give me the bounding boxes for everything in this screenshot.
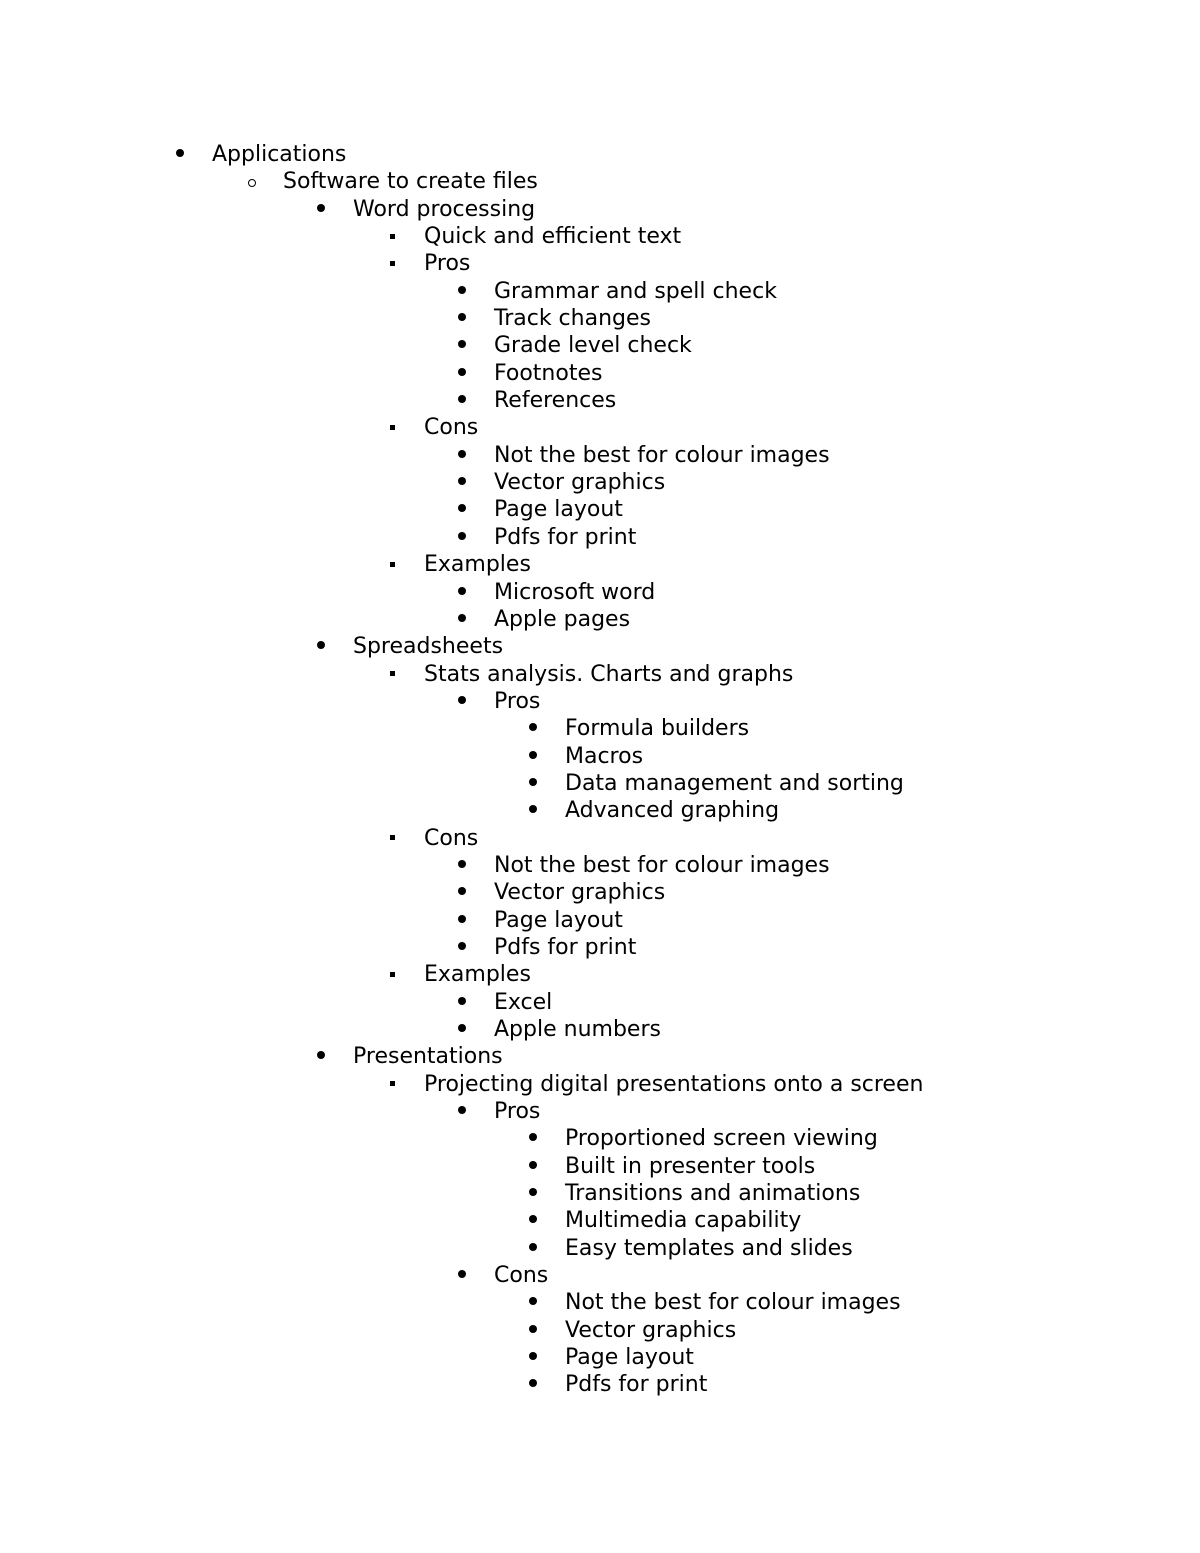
outline-item [0, 332, 1200, 359]
outline-item [0, 606, 1200, 633]
disc-bullet-icon [452, 989, 472, 1016]
disc-bullet-icon [523, 1289, 543, 1316]
outline-item [0, 196, 1200, 223]
outline-item [0, 1289, 1200, 1316]
outline-item-text: Vector graphics [494, 880, 666, 906]
document-page [0, 141, 1200, 1399]
outline-item [0, 1235, 1200, 1262]
outline-item [0, 1071, 1200, 1098]
outline-item-text: Software to create files [283, 169, 538, 195]
outline-item [0, 1125, 1200, 1152]
outline-item [0, 1098, 1200, 1125]
outline-item [0, 414, 1200, 441]
square-bullet-icon [382, 825, 402, 852]
outline-item [0, 825, 1200, 852]
square-bullet-icon [382, 551, 402, 578]
outline-item [0, 469, 1200, 496]
outline-item-text: Multimedia capability [565, 1208, 802, 1234]
outline-item [0, 442, 1200, 469]
disc-bullet-icon [523, 770, 543, 797]
disc-bullet-icon [523, 1180, 543, 1207]
outline-item-text: Proportioned screen viewing [565, 1126, 878, 1152]
outline-item-text: Pros [494, 688, 541, 714]
disc-bullet-icon [452, 907, 472, 934]
disc-bullet-icon [452, 879, 472, 906]
disc-bullet-icon [311, 1043, 331, 1070]
circle-bullet-icon [242, 168, 262, 195]
outline-item-text: Page layout [565, 1345, 694, 1371]
outline-item-text: Easy templates and slides [565, 1235, 853, 1261]
outline-item [0, 223, 1200, 250]
outline-item [0, 250, 1200, 277]
outline-item-text: Built in presenter tools [565, 1153, 816, 1179]
outline-item-text: Pdfs for print [494, 934, 637, 960]
outline-item [0, 633, 1200, 660]
outline-item-text: Formula builders [565, 716, 750, 742]
outline-item-text: Grade level check [494, 333, 692, 359]
outline-item [0, 305, 1200, 332]
outline-item-text: Quick and efficient text [424, 224, 682, 250]
disc-bullet-icon [523, 797, 543, 824]
outline-item [0, 496, 1200, 523]
disc-bullet-icon [523, 743, 543, 770]
outline-item-text: Not the best for colour images [565, 1290, 901, 1316]
disc-bullet-icon [311, 633, 331, 660]
outline-item [0, 961, 1200, 988]
disc-bullet-icon [523, 1317, 543, 1344]
outline-item [0, 1344, 1200, 1371]
outline-item-text: Applications [212, 142, 347, 167]
disc-bullet-icon [452, 1098, 472, 1125]
disc-bullet-icon [452, 852, 472, 879]
square-bullet-icon [382, 250, 402, 277]
outline-item-text: Apple numbers [494, 1017, 661, 1042]
outline-item-text: Track changes [494, 306, 651, 332]
disc-bullet-icon [452, 496, 472, 523]
disc-bullet-icon [452, 469, 472, 496]
outline-item [0, 1317, 1200, 1344]
outline-item [0, 852, 1200, 879]
outline-item-text: Word processing [353, 196, 536, 222]
disc-bullet-icon [523, 715, 543, 742]
outline-item-text: Cons [424, 415, 479, 441]
outline-item-text: Pdfs for print [565, 1372, 708, 1398]
disc-bullet-icon [523, 1344, 543, 1371]
outline-item-text: Cons [494, 1263, 549, 1289]
outline-item-text: Examples [424, 962, 531, 988]
disc-bullet-icon [170, 141, 190, 168]
disc-bullet-icon [452, 579, 472, 606]
outline-item-text: Projecting digital presentations onto a screen [424, 1071, 924, 1097]
outline-item [0, 770, 1200, 797]
square-bullet-icon [382, 661, 402, 688]
outline-item [0, 1180, 1200, 1207]
outline-item-text: Pros [424, 251, 471, 277]
disc-bullet-icon [452, 934, 472, 961]
disc-bullet-icon [523, 1235, 543, 1262]
disc-bullet-icon [311, 196, 331, 223]
outline-item-text: Page layout [494, 907, 623, 933]
outline-item-text: Excel [494, 989, 553, 1015]
outline-item-text: Pros [494, 1099, 541, 1125]
outline-item [0, 141, 1200, 168]
outline-item [0, 1043, 1200, 1070]
outline-item [0, 743, 1200, 770]
disc-bullet-icon [452, 606, 472, 633]
outline-item-text: Advanced graphing [565, 798, 780, 824]
outline-item-text: Footnotes [494, 360, 603, 386]
disc-bullet-icon [452, 360, 472, 387]
outline-item-text: References [494, 388, 617, 414]
outline-item [0, 879, 1200, 906]
outline-item-text: Stats analysis. Charts and graphs [424, 661, 794, 687]
outline-item-text: Transitions and animations [565, 1181, 861, 1207]
disc-bullet-icon [523, 1125, 543, 1152]
outline-item [0, 168, 1200, 195]
outline-item [0, 907, 1200, 934]
outline-item-text: Apple pages [494, 606, 631, 632]
outline-item-text: Grammar and spell check [494, 278, 777, 304]
outline-item-text: Examples [424, 552, 531, 578]
outline-item [0, 387, 1200, 414]
square-bullet-icon [382, 1071, 402, 1098]
outline-item [0, 661, 1200, 688]
square-bullet-icon [382, 223, 402, 250]
outline-item-text: Not the best for colour images [494, 852, 830, 878]
outline-item [0, 1016, 1200, 1043]
disc-bullet-icon [452, 442, 472, 469]
outline-item [0, 715, 1200, 742]
outline-item [0, 989, 1200, 1016]
outline-item [0, 934, 1200, 961]
disc-bullet-icon [452, 688, 472, 715]
disc-bullet-icon [452, 305, 472, 332]
disc-bullet-icon [523, 1153, 543, 1180]
outline-item [0, 524, 1200, 551]
outline-item [0, 1207, 1200, 1234]
disc-bullet-icon [452, 278, 472, 305]
outline-item [0, 579, 1200, 606]
disc-bullet-icon [523, 1207, 543, 1234]
outline-item [0, 278, 1200, 305]
outline-item [0, 360, 1200, 387]
disc-bullet-icon [523, 1371, 543, 1398]
outline-item-text: Macros [565, 743, 644, 769]
outline-item-text: Spreadsheets [353, 634, 504, 660]
disc-bullet-icon [452, 332, 472, 359]
outline-item [0, 1153, 1200, 1180]
outline-item-text: Vector graphics [494, 470, 666, 496]
outline-item [0, 1371, 1200, 1398]
outline-item-text: Microsoft word [494, 579, 656, 605]
square-bullet-icon [382, 414, 402, 441]
outline-item-text: Presentations [353, 1044, 503, 1070]
outline-item-text: Cons [424, 825, 479, 851]
square-bullet-icon [382, 961, 402, 988]
disc-bullet-icon [452, 1016, 472, 1043]
outline-item-text: Page layout [494, 497, 623, 523]
disc-bullet-icon [452, 524, 472, 551]
disc-bullet-icon [452, 1262, 472, 1289]
outline-item [0, 797, 1200, 824]
outline-item-text: Vector graphics [565, 1317, 737, 1343]
outline-item-text: Pdfs for print [494, 524, 637, 550]
outline-item [0, 551, 1200, 578]
disc-bullet-icon [452, 387, 472, 414]
outline-item-text: Not the best for colour images [494, 442, 830, 468]
outline-item-text: Data management and sorting [565, 770, 904, 796]
outline-item [0, 1262, 1200, 1289]
outline-item [0, 688, 1200, 715]
